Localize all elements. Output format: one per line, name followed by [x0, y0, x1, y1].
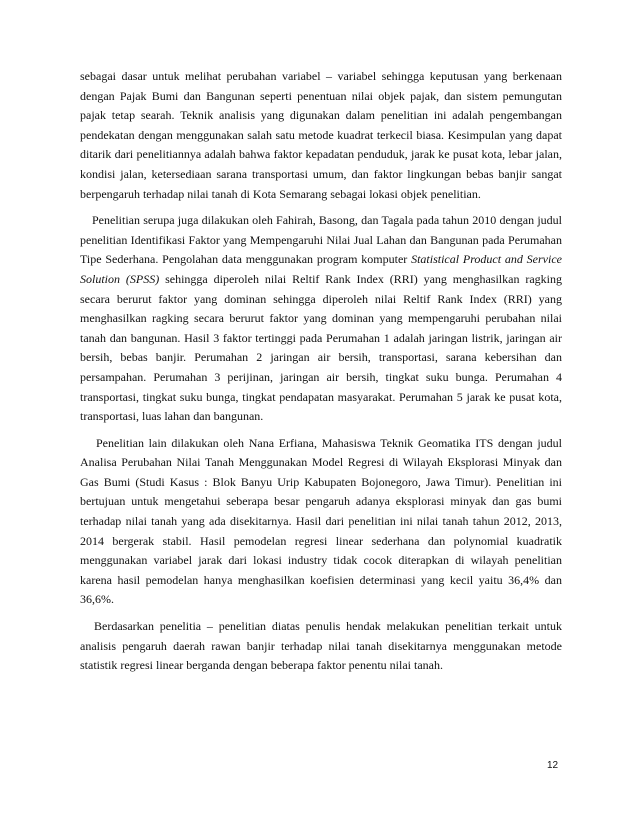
paragraph-erfiana-study: Penelitian lain dilakukan oleh Nana Erfiana, Mahasiswa Teknik Geomatika ITS dengan judul Analisa Perubahan Nilai Tanah Menggunakan Model Regresi di Wilayah Eksplorasi Minyak dan Gas Bumi (Studi Kasus : Blok Banyu Urip Kabupaten Bojonegoro, Jawa Timur). Penelitian ini bertujuan untuk mengetahui seberapa besar pengaruh adanya eksplorasi minyak dan gas bumi terhadap nilai tanah yang ada disekitarnya. Hasil dari penelitian ini nilai tanah tahun 2012, 2013, 2014 bergerak stabil. Hasil pemodelan regresi linear sederhana dan polynomial kuadratik menggunakan variabel jarak dari lokasi industry tidak cocok diterapkan di wilayah penelitian karena hasil pemodelan hanya menghasilkan koefisien determinasi yang kecil yaitu 36,4% dan 36,6%. [80, 435, 562, 607]
page-number: 12 [547, 760, 559, 771]
software-name-italic: Statistical Product and Service Solution (SPSS) [80, 252, 562, 286]
paragraph-conclusion: Berdasarkan penelitia – penelitian diatas penulis hendak melakukan penelitian terkait untuk analisis pengaruh daerah rawan banjir terhadap nilai tanah disekitarnya menggunakan metode statistik regresi linear berganda dengan beberapa faktor penentu nilai tanah. [80, 619, 562, 673]
paragraph-continuation: sebagai dasar untuk melihat perubahan variabel – variabel sehingga keputusan yang berkenaan dengan Pajak Bumi dan Bangunan seperti penentuan nilai objek pajak, dan sistem pemungutan pajak tetap searah. Teknik analisis yang digunakan dalam penelitian ini adalah pengembangan pendekatan dengan menggunakan salah satu metode kuadrat terkecil biasa. Kesimpulan yang dapat ditarik dari penelitiannya adalah bahwa faktor kepadatan penduduk, jarak ke pusat kota, lebar jalan, kondisi jalan, ketersediaan sarana transportasi umum, dan faktor lingkungan bebas banjir sangat berpengaruh terhadap nilai tanah di Kota Semarang sebagai lokasi objek penelitian. [80, 69, 562, 201]
paragraph-text-end: sehingga diperoleh nilai Reltif Rank Index (RRI) yang menghasilkan ragking secara berurut faktor yang dominan sehingga diperoleh nilai Reltif Rank Index (RRI) yang menghasilkan ragking secara berurut faktor yang dominan yang mempengaruhi perubahan nilai tanah dan bangunan. Hasil 3 faktor tertinggi pada Perumahan 1 adalah jaringan listrik, jaringan air bersih, bebas banjir. Perumahan 2 jaringan air bersih, transportasi, sarana kebersihan dan persampahan. Perumahan 3 perijinan, jaringan air bersih, tingkat suku bunga. Perumahan 4 transportasi, tingkat suku bunga, tingkat pendapatan masyarakat. Perumahan 5 jarak ke pusat kota, transportasi, luas lahan dan bangunan. [80, 271, 562, 424]
paragraph-fahirah-study [80, 211, 562, 427]
paragraph-text-start: Penelitian serupa juga dilakukan oleh Fahirah, Basong, dan Tagala pada tahun 2010 dengan judul penelitian Identifikasi Faktor yang Mempengaruhi Nilai Jual Lahan dan Bangunan pada Perumahan Tipe Sederhana. Pengolahan data menggunakan program komputer [80, 213, 562, 267]
body-text [80, 67, 562, 683]
